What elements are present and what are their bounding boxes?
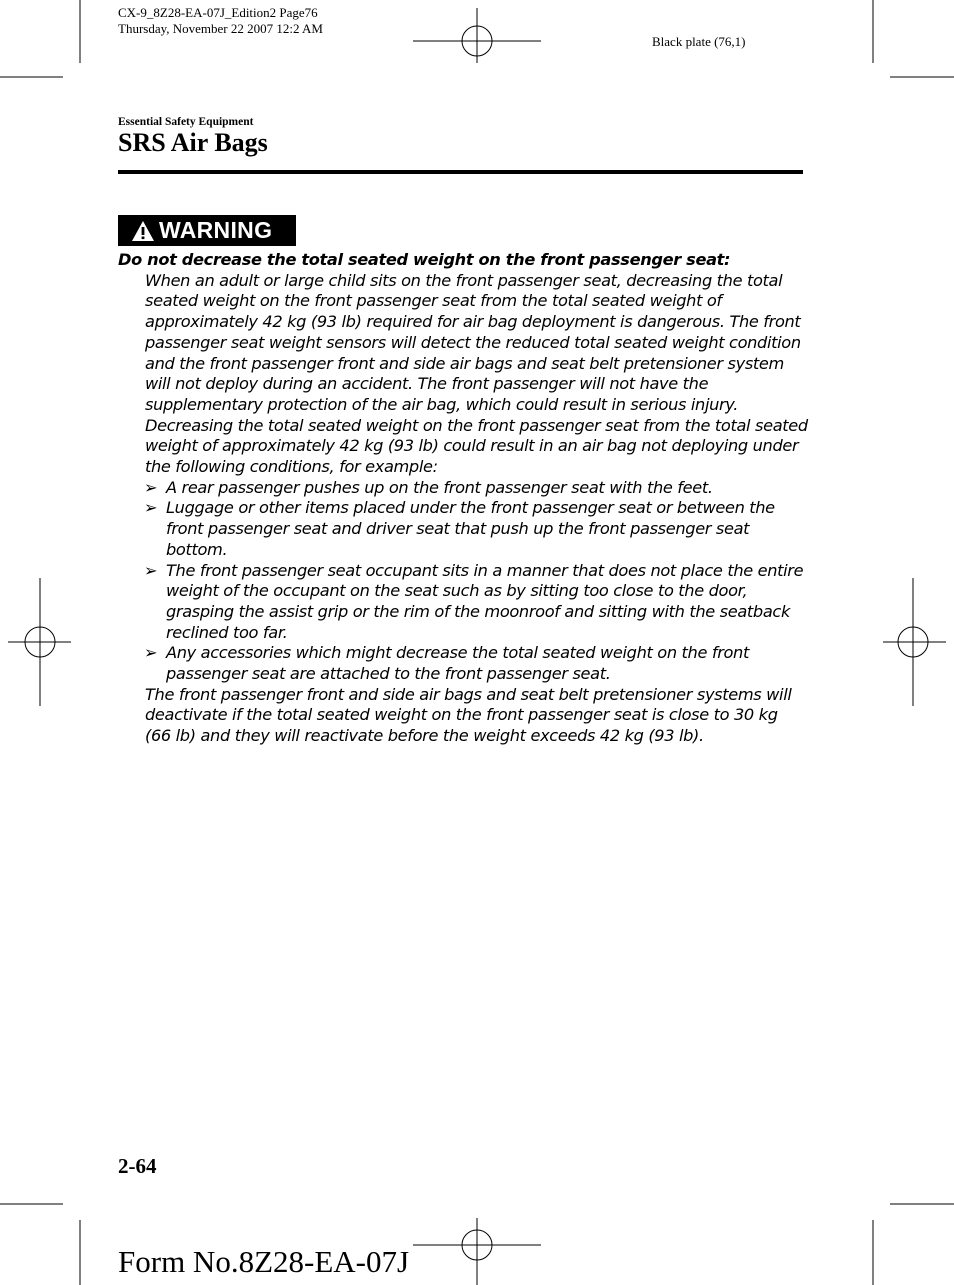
- list-item-text: Any accessories which might decrease the total seated weight on the front passenger seat are attached to the front passenger seat.: [166, 643, 749, 684]
- list-item-text: Luggage or other items placed under the front passenger seat or between the front passenger seat and driver seat that push up the front passenger seat bottom.: [166, 498, 775, 559]
- list-item-text: The front passenger seat occupant sits in a manner that does not place the entire weight of the occupant on the seat such as by sitting too close to the door, grasping the assist grip or the rim of the moonroof and sitting with the seatback reclined too far.: [166, 560, 804, 642]
- plate-label: Black plate (76,1): [652, 34, 746, 49]
- page-title: SRS Air Bags: [118, 128, 268, 157]
- arrow-bullet-icon: ➢: [144, 643, 158, 663]
- form-number: Form No.8Z28-EA-07J: [118, 1244, 410, 1279]
- list-item: [144, 560, 808, 644]
- page-number: 2-64: [118, 1154, 157, 1178]
- arrow-bullet-icon: ➢: [144, 477, 158, 497]
- list-item-text: A rear passenger pushes up on the front passenger seat with the feet.: [166, 477, 713, 497]
- warning-paragraph: When an adult or large child sits on the front passenger seat, decreasing the total seated weight on the front passenger seat from the total seated weight of approximately 42 kg (93 lb) required for air bag deployment is dangerous. The front passenger seat weight sensors will detect the reduced total seated weight condition and the front passenger front and side air bags and seat belt pretensioner system will not deploy during an accident. The front passenger will not have the supplementary protection of the air bag, which could result in serious injury. Decreasing the total seated weight on the front passenger seat from the total seated weight of approximately 42 kg (93 lb) could result in an air bag not deploying under the following conditions, for example:: [145, 270, 808, 477]
- print-job-date: Thursday, November 22 2007 12:2 AM: [118, 21, 323, 36]
- title-rule: [118, 170, 803, 174]
- print-job-info: [118, 5, 323, 37]
- warning-heading: Do not decrease the total seated weight on the front passenger seat:: [118, 250, 731, 269]
- section-label: Essential Safety Equipment: [118, 116, 254, 128]
- warning-label: WARNING: [159, 217, 273, 243]
- arrow-bullet-icon: ➢: [144, 560, 158, 580]
- list-item: [144, 477, 808, 499]
- arrow-bullet-icon: ➢: [144, 498, 158, 518]
- list-item: [144, 643, 808, 684]
- warning-paragraph: The front passenger front and side air bags and seat belt pretensioner systems will deactivate if the total seated weight on the front passenger seat is close to 30 kg (66 lb) and they will reactivate before the weight exceeds 42 kg (93 lb).: [145, 684, 792, 746]
- list-item: [144, 498, 808, 560]
- warning-body: [118, 250, 808, 747]
- print-job-file: CX-9_8Z28-EA-07J_Edition2 Page76: [118, 5, 318, 20]
- warning-triangle-icon: [131, 220, 155, 242]
- warning-badge: [118, 215, 296, 246]
